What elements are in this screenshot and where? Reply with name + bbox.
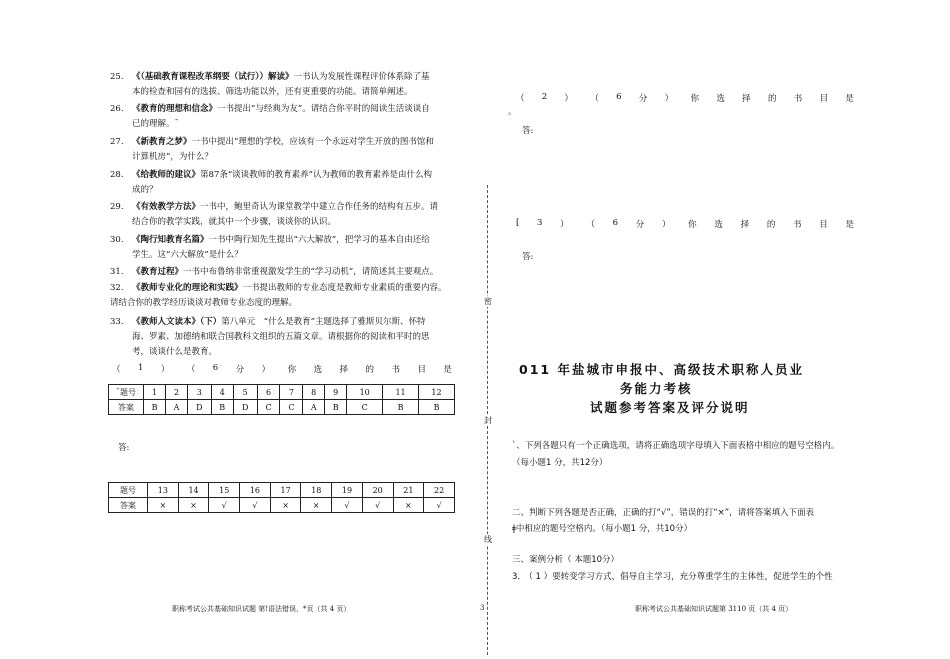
question-32: 32. 《教师专业化的理论和实践》一书提出教师的专业态度是教师专业素质的重要内容。 请结合你的教学经历谈谈对教师专业态度的理解。: [110, 283, 447, 308]
seal-char-xian: 线: [484, 535, 492, 544]
part2-instruction: 二、判断下列各题是否正确，正确的打“√”，错误的打“×”，请将答案填入下面表: [512, 508, 815, 518]
part3-title: 三、案例分析（ 本题10分）: [512, 555, 620, 565]
question-25: 25. 《（基础教育课程改革纲要（试行））解读》一书认为发展性课程评价体系除了基 本的检查和园有的选拔、筛选功能以外，还有更重要的功能。请简单阐述。: [110, 72, 430, 97]
right-footer: 职称考试公共基础知识试题第 3110 页（共 4 页）: [635, 605, 793, 613]
question-27: 27. 《新教育之梦》一书中提出“理想的学校，应该有一个永远对学生开放的图书馆和 计算机房”，为什么？: [110, 137, 434, 162]
answer-prompt-3: 答:: [522, 252, 534, 262]
seal-char-feng: 封: [484, 416, 492, 425]
table-row: 答案 × × √ √ × × √ √ × √: [109, 498, 455, 513]
answer-key-title-line2: 务能力考核: [620, 381, 693, 396]
left-footer: 职称考试公共基础知识试题 第!语法错误，*页（共 4 页）: [172, 605, 351, 613]
answer-table-1: [108, 384, 455, 415]
table-row: 答案 B A D B D C C A B C B B: [109, 400, 455, 415]
book-choice-3-label: [ 3 ） （ 6 分 ） 你 选 择 的 书 目 是: [516, 218, 854, 230]
question-33: 33. 《教师人文读本》（下）第八单元 “什么是教育”主题选择了雅斯贝尔斯、怀特 海、罗素、加德纳和联合国教科文组织的五篇文章。请根据你的阅读和平时的思 考，谈谈什么是教育。: [110, 317, 430, 357]
book-choice-2-label: （ 2 ） （ 6 分 ） 你 选 择 的 书 目 是: [516, 92, 854, 104]
part2-scoring: ǂ中相应的题号空格内。（每小题1 分，共10分）: [512, 524, 693, 534]
question-29: 29. 《有效教学方法》一书中，鲍里奇认为课堂教学中建立合作任务的结构有五步。请 结合你的教学实践，就其中一个步骤，谈谈你的认识。: [110, 202, 439, 227]
question-26: 26. 《教育的理想和信念》一书提出“与经典为友”。请结合你平时的阅读生活谈谈自 已的理解。ˉ: [110, 104, 430, 129]
table-row: 题号 13 14 15 16 17 18 19 20 21 22: [109, 483, 455, 498]
part3-answer-line1: 3. （ 1 ）要转变学习方式，倡导自主学习，充分尊重学生的主体性，促进学生的个性: [512, 572, 833, 582]
question-31: 31. 《教育过程》一书中布鲁纳非常重视激发学生的“学习动机”，请简述其主要观点。: [110, 267, 439, 277]
question-30: 30. 《陶行知教育名篇》一书中陶行知先生提出“六大解放”，把学习的基本自由还给 学生。这“六大解放”是什么？: [110, 235, 430, 260]
answer-prompt-2: 答:: [522, 126, 534, 136]
answer-table-2: [108, 482, 455, 513]
question-28: 28. 《给教师的建议》第87条“谈谈教师的教育素养”认为教师的教育素养是由什么构 成的？: [110, 170, 433, 195]
table-row: ˉ题号 1 2 3 4 5 6 7 8 9 10 11 12: [109, 385, 455, 400]
middle-page-number: 3: [480, 604, 485, 612]
answer-key-title-line1: 011 年盐城市申报中、高级技术职称人员业: [519, 362, 804, 377]
part1-instruction: ˋ、下列各题只有一个正确选项，请将正确选项字母填入下面表格中相应的题号空格内。: [512, 441, 840, 451]
answer-prompt: 答:: [118, 443, 130, 453]
period-mark: 。: [508, 107, 517, 117]
book-choice-1-label: （ 1 ） （ 6 分 ） 你 选 择 的 书 目 是: [112, 363, 452, 375]
part1-scoring: （每小题1 分，共12分）: [512, 458, 608, 468]
answer-key-subtitle: 试题参考答案及评分说明: [590, 400, 750, 415]
seal-char-mi: 密: [484, 297, 492, 306]
